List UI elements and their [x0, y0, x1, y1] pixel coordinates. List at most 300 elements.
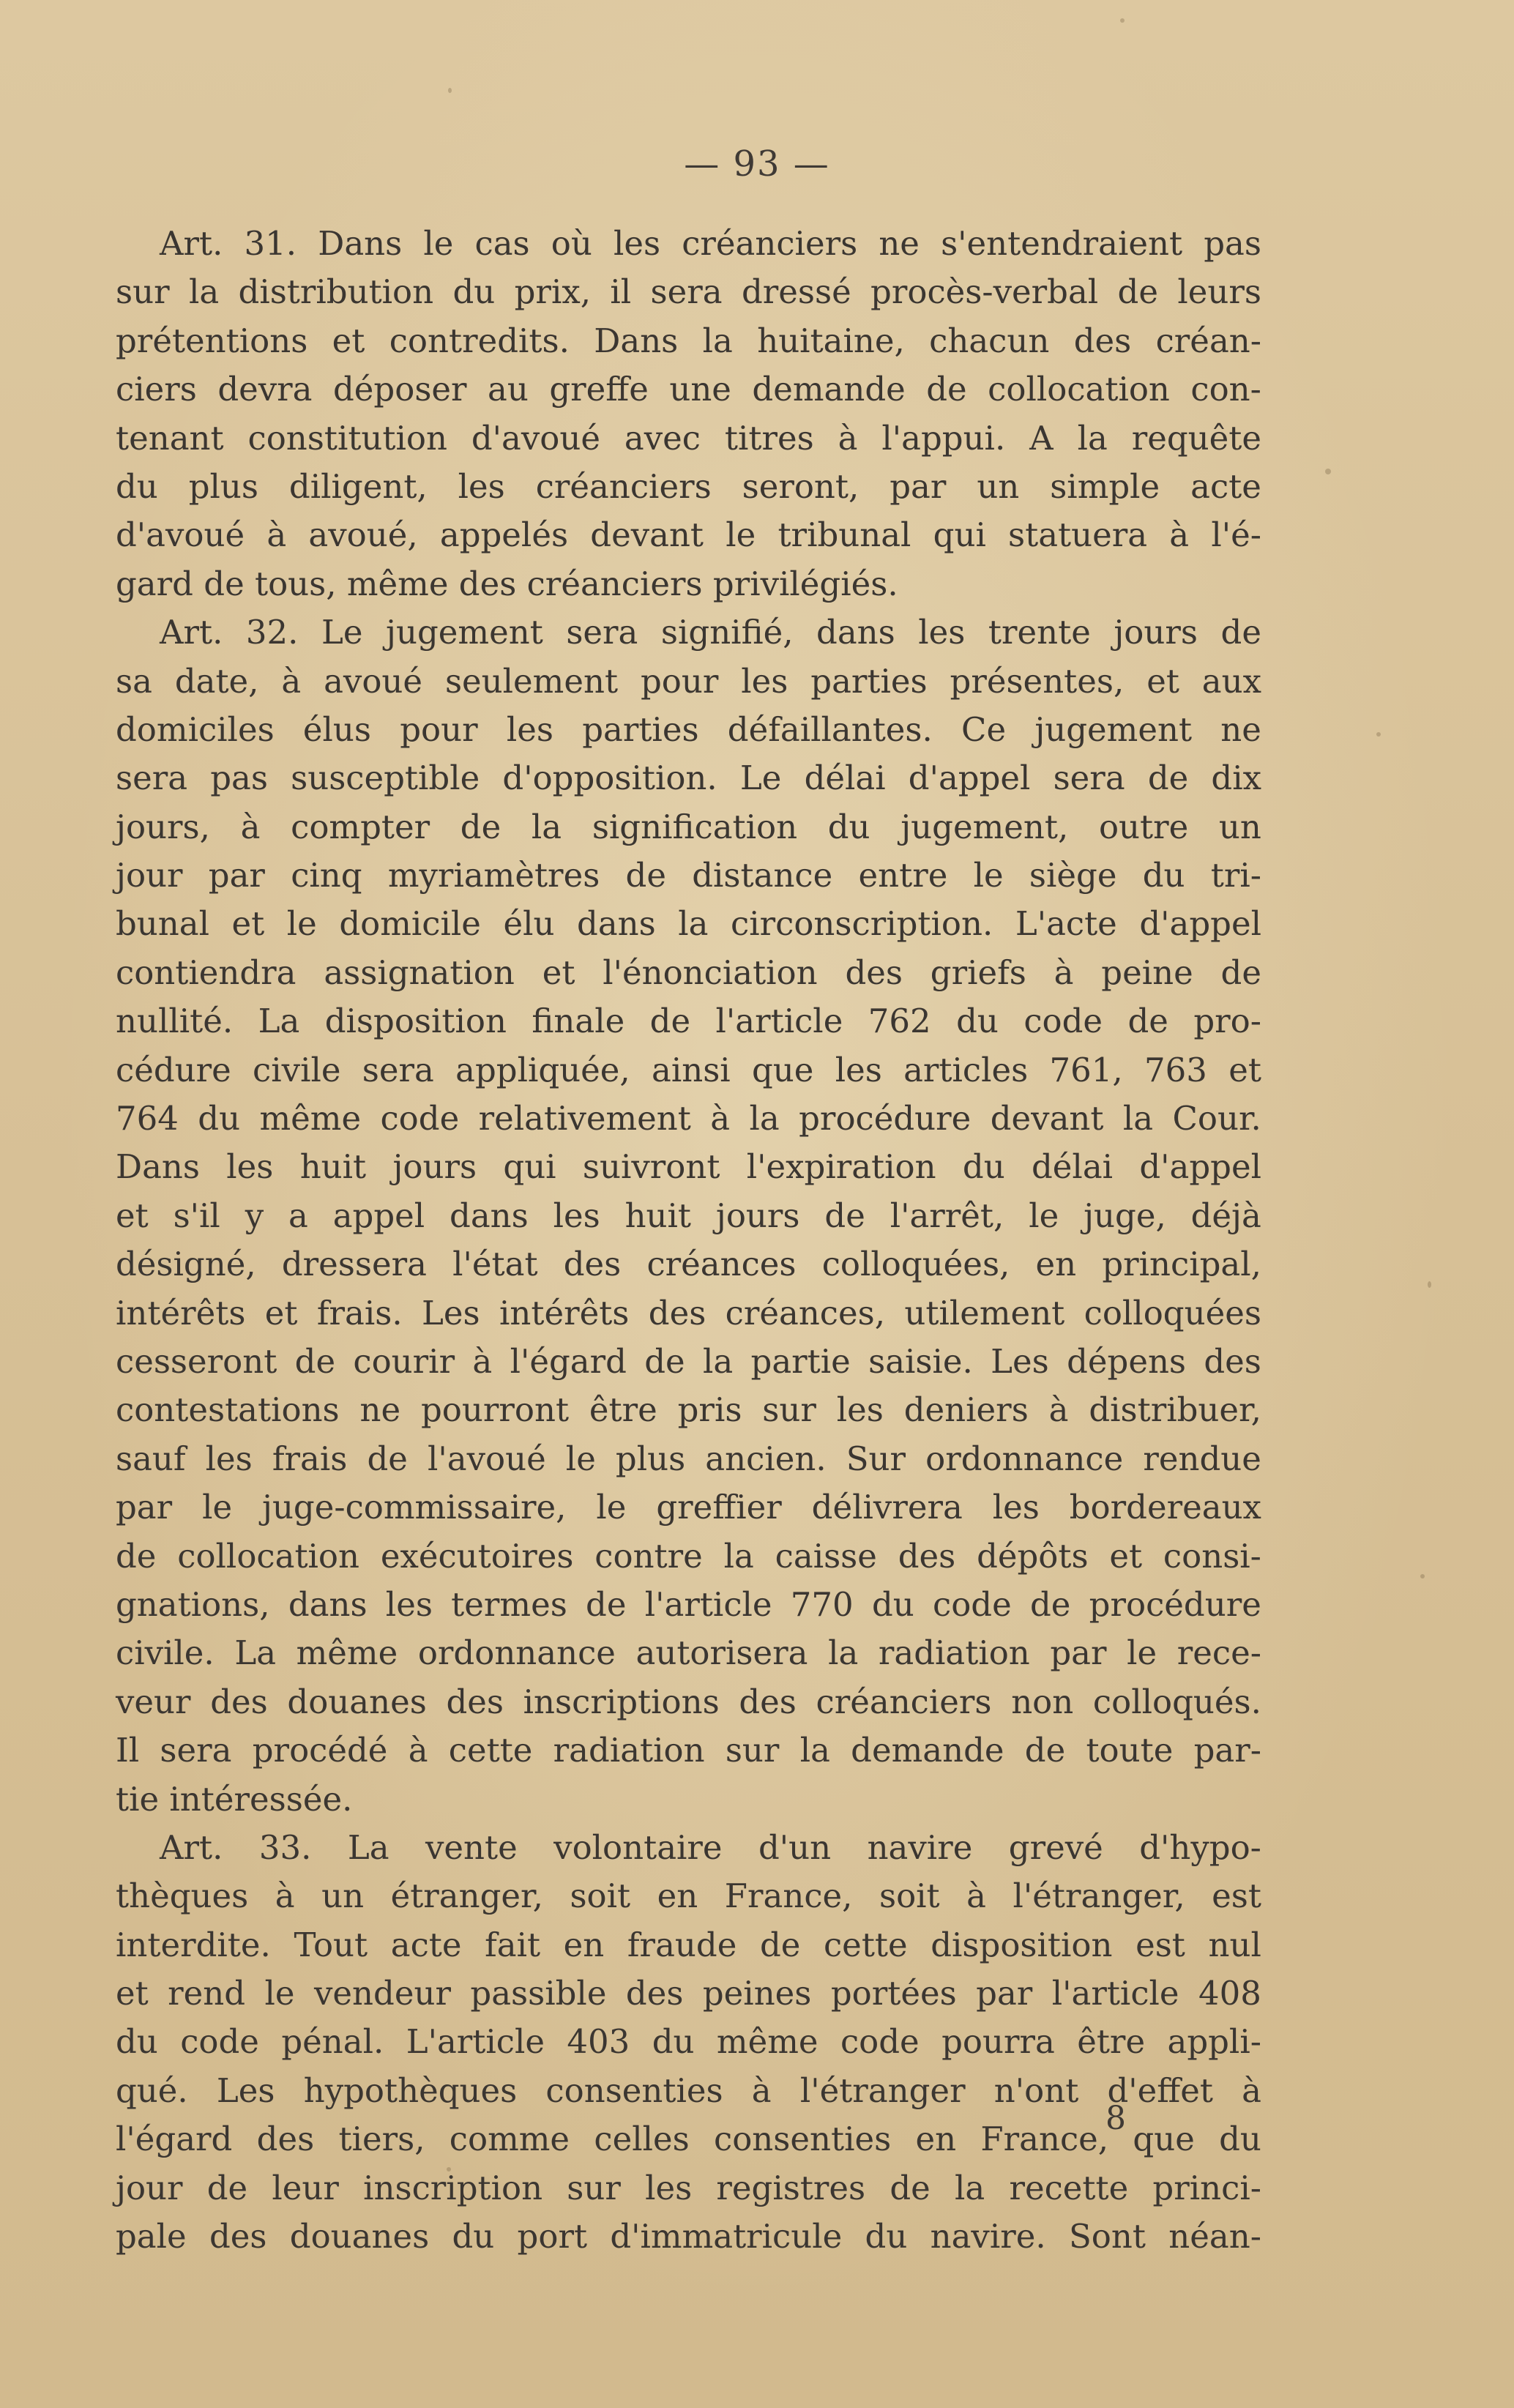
- word: Dans: [594, 321, 679, 360]
- word: un: [977, 466, 1020, 506]
- word: registres: [716, 2168, 866, 2207]
- word: sa: [116, 661, 152, 701]
- word: Art.: [160, 613, 223, 652]
- word: celles: [594, 2120, 690, 2159]
- word: par: [976, 1974, 1033, 2013]
- word: même: [259, 1099, 362, 1138]
- word: des: [210, 1682, 268, 1721]
- word: radiation: [553, 1731, 705, 1770]
- text-line: [116, 1338, 1261, 1386]
- word: les: [205, 1439, 253, 1478]
- word: ne: [1220, 709, 1261, 749]
- word: pas: [210, 758, 268, 798]
- word: pale: [116, 2217, 187, 2256]
- word: collocation: [988, 370, 1170, 409]
- word: France,: [980, 2120, 1109, 2159]
- text-line: [116, 2018, 1261, 2066]
- word: entre: [858, 856, 948, 895]
- word: qui: [503, 1147, 556, 1187]
- word: frais: [272, 1439, 348, 1478]
- word: néan-: [1168, 2217, 1261, 2256]
- word: code: [840, 2022, 920, 2062]
- word: plus: [188, 466, 258, 506]
- word: soit: [570, 1876, 631, 1916]
- word: rece-: [1176, 1633, 1261, 1673]
- word: de: [294, 1341, 336, 1381]
- word: à: [240, 807, 261, 846]
- word: appliquée,: [455, 1050, 630, 1089]
- word: radiation: [878, 1633, 1030, 1673]
- word: pro-: [1193, 1002, 1261, 1041]
- word: élu: [503, 904, 555, 944]
- text-line: [116, 463, 1261, 511]
- word: bunal: [116, 904, 209, 944]
- word: dressé: [741, 272, 851, 312]
- text-line: [116, 851, 1261, 900]
- word: pourront: [420, 1390, 570, 1430]
- word: du: [956, 1002, 999, 1041]
- word: l'article: [715, 1002, 843, 1041]
- word: du: [871, 1584, 914, 1624]
- text-line: [116, 268, 1261, 316]
- word: d'opposition.: [502, 758, 717, 798]
- word: de: [1024, 1731, 1066, 1770]
- text-line: [116, 1581, 1261, 1629]
- text-line: [116, 608, 1261, 657]
- word: gnations,: [116, 1584, 270, 1624]
- word: 32.: [245, 613, 299, 652]
- body-text: [116, 220, 1261, 2261]
- word: siège: [1029, 856, 1117, 895]
- word: l'état: [452, 1245, 538, 1284]
- word: avoué,: [308, 515, 418, 555]
- word: la: [1077, 418, 1108, 458]
- word: de: [367, 1439, 408, 1478]
- word: pris: [677, 1390, 742, 1430]
- word: par-: [1193, 1731, 1261, 1770]
- word: créanciers: [535, 466, 712, 506]
- word: les: [741, 661, 788, 701]
- word: procédé: [252, 1731, 388, 1770]
- word: compter: [291, 807, 430, 846]
- text-line: [116, 1143, 1261, 1191]
- word: du: [452, 272, 496, 312]
- word: d'avoué: [116, 515, 245, 555]
- word: et: [231, 904, 265, 944]
- word: à: [1054, 953, 1074, 992]
- word: du: [198, 1099, 241, 1138]
- word: être: [589, 1390, 657, 1430]
- word: veur: [116, 1682, 191, 1721]
- text-line: [116, 1629, 1261, 1677]
- word: défaillantes.: [727, 709, 933, 749]
- word: de: [1029, 1584, 1071, 1624]
- word: A: [1029, 418, 1054, 458]
- word: à: [751, 2070, 772, 2110]
- word: civile: [253, 1050, 341, 1089]
- word: en: [915, 2120, 957, 2159]
- word: inscription: [363, 2168, 543, 2207]
- word: cédure: [116, 1050, 231, 1089]
- word: Cour.: [1172, 1099, 1261, 1138]
- word: code: [1023, 1002, 1103, 1041]
- word: Ce: [961, 709, 1007, 749]
- word: même: [296, 1633, 398, 1673]
- word: l'énonciation: [603, 953, 818, 992]
- word: d'hypo-: [1139, 1827, 1261, 1867]
- word: et: [1146, 661, 1179, 701]
- word: dans: [816, 613, 895, 652]
- word: pourra: [941, 2022, 1055, 2062]
- text-line-content: tie intéressée.: [116, 1779, 353, 1819]
- word: volontaire: [553, 1827, 723, 1867]
- text-line: [116, 2115, 1261, 2163]
- word: le: [202, 1488, 233, 1527]
- word: autorisera: [635, 1633, 808, 1673]
- word: colloquées: [1084, 1293, 1261, 1332]
- word: 408: [1198, 1974, 1261, 2013]
- word: le: [596, 1488, 627, 1527]
- word: être: [1077, 2022, 1146, 2062]
- word: sera: [362, 1050, 434, 1089]
- word: des: [256, 2120, 315, 2159]
- word: Dans: [116, 1147, 200, 1187]
- word: le: [423, 224, 454, 263]
- word: dépens: [1067, 1341, 1187, 1381]
- word: partie: [750, 1341, 851, 1381]
- word: frais.: [316, 1293, 403, 1332]
- word: des: [898, 1536, 956, 1576]
- word: intérêts: [499, 1293, 630, 1332]
- word: 403: [567, 2022, 630, 2062]
- word: à: [1048, 1390, 1069, 1430]
- word: l'é-: [1211, 515, 1261, 555]
- word: et: [1109, 1536, 1143, 1576]
- word: parties: [582, 709, 699, 749]
- text-line: [116, 1824, 1261, 1872]
- signature-mark: 8: [1105, 2100, 1126, 2137]
- word: les: [918, 613, 966, 652]
- word: dans: [577, 904, 656, 944]
- word: signifié,: [660, 613, 794, 652]
- word: d'appel: [908, 758, 1031, 798]
- word: assignation: [324, 953, 515, 992]
- word: de: [644, 1341, 685, 1381]
- word: code: [380, 1099, 460, 1138]
- word: les: [992, 1488, 1040, 1527]
- word: 761,: [1049, 1050, 1123, 1089]
- word: douanes: [289, 2217, 430, 2256]
- word: la: [531, 807, 562, 846]
- word: recette: [1009, 2168, 1129, 2207]
- word: d'appel: [1139, 904, 1261, 944]
- word: à: [275, 1876, 295, 1916]
- word: du: [827, 807, 870, 846]
- text-line-content: gard de tous, même des créanciers privilégiés.: [116, 564, 898, 603]
- word: délivrera: [811, 1488, 963, 1527]
- word: aux: [1201, 661, 1261, 701]
- word: sera: [116, 758, 188, 798]
- word: le: [264, 1974, 295, 2013]
- word: 31.: [244, 224, 297, 263]
- word: jugement: [1034, 709, 1193, 749]
- word: hypothèques: [303, 2070, 518, 2110]
- word: simple: [1050, 466, 1160, 506]
- word: termes: [451, 1584, 567, 1624]
- word: Les: [422, 1293, 480, 1332]
- text-line: [116, 1095, 1261, 1143]
- word: tribunal: [777, 515, 911, 555]
- word: Dans: [318, 224, 403, 263]
- word: à: [710, 1099, 731, 1138]
- word: devant: [590, 515, 704, 555]
- word: y: [245, 1196, 264, 1235]
- text-line: [116, 1386, 1261, 1434]
- word: titres: [724, 418, 814, 458]
- word: à: [966, 1876, 987, 1916]
- text-line: [116, 997, 1261, 1045]
- word: tiers,: [338, 2120, 425, 2159]
- word: dix: [1211, 758, 1261, 798]
- word: nullité.: [116, 1002, 234, 1041]
- word: de: [1127, 1002, 1168, 1041]
- word: à: [472, 1341, 493, 1381]
- word: peines: [702, 1974, 812, 2013]
- word: de: [759, 1925, 801, 1964]
- word: appel: [332, 1196, 425, 1235]
- word: à: [838, 418, 858, 458]
- word: les: [553, 1196, 600, 1235]
- word: contredits.: [389, 321, 570, 360]
- word: sera: [650, 272, 723, 312]
- word: jour: [116, 2168, 183, 2207]
- word: de: [1220, 953, 1261, 992]
- word: de: [824, 1196, 865, 1235]
- word: chacun: [929, 321, 1050, 360]
- word: utilement: [904, 1293, 1065, 1332]
- word: Tout: [294, 1925, 368, 1964]
- word: jours: [392, 1147, 477, 1187]
- word: créan-: [1155, 321, 1261, 360]
- word: distance: [692, 856, 833, 895]
- text-line: [116, 803, 1261, 851]
- word: colloqués.: [1092, 1682, 1261, 1721]
- word: sur: [762, 1390, 816, 1430]
- word: il: [610, 272, 632, 312]
- word: où: [551, 224, 592, 263]
- word: de: [926, 370, 967, 409]
- word: l'arrêt,: [890, 1196, 1004, 1235]
- word: myriamètres: [387, 856, 600, 895]
- word: pénal.: [281, 2022, 384, 2062]
- word: vente: [425, 1827, 518, 1867]
- word: juge,: [1084, 1196, 1166, 1235]
- text-line: [116, 1532, 1261, 1581]
- word: dressera: [281, 1245, 427, 1284]
- word: dans: [450, 1196, 529, 1235]
- word: prétentions: [116, 321, 308, 360]
- word: des: [446, 1682, 504, 1721]
- word: Art.: [160, 1827, 223, 1867]
- word: La: [258, 1002, 300, 1041]
- word: en: [1035, 1245, 1077, 1284]
- word: un: [321, 1876, 365, 1916]
- word: diligent,: [288, 466, 428, 506]
- word: des: [1073, 321, 1132, 360]
- word: procédure: [799, 1099, 972, 1138]
- word: la: [749, 1099, 780, 1138]
- word: en: [657, 1876, 698, 1916]
- word: créanciers: [682, 224, 858, 263]
- word: les: [645, 2168, 693, 2207]
- paper-speck: [1120, 18, 1125, 23]
- word: les: [385, 1584, 433, 1624]
- word: des: [1204, 1341, 1261, 1381]
- word: ne: [359, 1390, 401, 1430]
- word: disposition: [931, 1925, 1113, 1964]
- word: par: [1050, 1633, 1107, 1673]
- word: cesseront: [116, 1341, 277, 1381]
- word: huit: [624, 1196, 692, 1235]
- word: du: [962, 1147, 1005, 1187]
- word: qui: [933, 515, 986, 555]
- text-line: [116, 560, 1261, 608]
- word: Les: [216, 2070, 275, 2110]
- text-line: [116, 1046, 1261, 1095]
- word: Sont: [1068, 2217, 1146, 2256]
- word: acte: [390, 1925, 462, 1964]
- word: du: [865, 2217, 908, 2256]
- word: le: [286, 904, 317, 944]
- word: articles: [903, 1050, 1029, 1089]
- word: disposition: [324, 1002, 507, 1041]
- word: rend: [168, 1974, 246, 2013]
- word: créances,: [725, 1293, 886, 1332]
- word: Art.: [160, 224, 223, 263]
- text-line: [116, 900, 1261, 948]
- word: délai: [1032, 1147, 1114, 1187]
- word: jours,: [116, 807, 210, 846]
- word: de: [890, 2168, 931, 2207]
- word: seulement: [444, 661, 619, 701]
- word: même: [716, 2022, 818, 2062]
- word: passible: [470, 1974, 607, 2013]
- text-line: [116, 1240, 1261, 1289]
- word: et: [264, 1293, 298, 1332]
- word: cette: [448, 1731, 533, 1770]
- word: code: [180, 2022, 259, 2062]
- word: de: [625, 856, 666, 895]
- text-line: [116, 2164, 1261, 2213]
- word: les: [613, 224, 661, 263]
- word: la: [723, 1536, 754, 1576]
- word: con-: [1190, 370, 1261, 409]
- word: les: [506, 709, 553, 749]
- word: inscriptions: [523, 1682, 720, 1721]
- text-line: [116, 2213, 1261, 2261]
- word: constitution: [247, 418, 447, 458]
- word: demande: [752, 370, 906, 409]
- text-line: [116, 706, 1261, 754]
- word: Le: [739, 758, 782, 798]
- word: contiendra: [116, 953, 297, 992]
- word: la: [799, 1731, 830, 1770]
- word: sauf: [116, 1439, 186, 1478]
- word: sera: [566, 613, 638, 652]
- word: domiciles: [116, 709, 275, 749]
- word: La: [234, 1633, 277, 1673]
- word: à: [281, 661, 302, 701]
- text-line: [116, 1726, 1261, 1775]
- word: prix,: [514, 272, 592, 312]
- word: port: [517, 2217, 588, 2256]
- word: de: [206, 2168, 248, 2207]
- word: du: [1142, 856, 1185, 895]
- word: l'expiration: [746, 1147, 936, 1187]
- word: ordonnance: [417, 1633, 616, 1673]
- word: de: [1147, 758, 1189, 798]
- page-number: — 93 —: [684, 143, 830, 184]
- word: de: [116, 1536, 157, 1576]
- word: à: [266, 515, 287, 555]
- word: élus: [302, 709, 372, 749]
- word: avec: [624, 418, 701, 458]
- word: ancien.: [705, 1439, 827, 1478]
- word: désigné,: [116, 1245, 256, 1284]
- word: deniers: [903, 1390, 1029, 1430]
- word: fait: [485, 1925, 541, 1964]
- word: demande: [851, 1731, 1004, 1770]
- word: créances: [646, 1245, 797, 1284]
- word: sera: [1053, 758, 1125, 798]
- word: jour: [116, 856, 183, 895]
- word: ciers: [116, 370, 197, 409]
- word: jours: [1114, 613, 1198, 652]
- word: leur: [272, 2168, 339, 2207]
- word: de: [586, 1584, 627, 1624]
- word: des: [648, 1293, 706, 1332]
- word: domicile: [339, 904, 481, 944]
- word: l'article: [1051, 1974, 1179, 2013]
- word: et: [332, 321, 365, 360]
- word: distribution: [238, 272, 434, 312]
- word: tri-: [1210, 856, 1261, 895]
- word: colloquées,: [821, 1245, 1010, 1284]
- word: plus: [615, 1439, 686, 1478]
- word: thèques: [116, 1876, 249, 1916]
- word: ainsi: [652, 1050, 731, 1089]
- word: peine: [1101, 953, 1193, 992]
- word: cette: [823, 1925, 908, 1964]
- word: le: [1029, 1196, 1059, 1235]
- word: la: [828, 1633, 859, 1673]
- word: le: [726, 515, 756, 555]
- word: les: [836, 1390, 884, 1430]
- word: l'étranger: [799, 2070, 966, 2110]
- word: et: [116, 1974, 149, 2013]
- word: cinq: [291, 856, 362, 895]
- word: de: [1117, 272, 1158, 312]
- word: consenties: [545, 2070, 723, 2110]
- paper-speck: [1376, 732, 1381, 737]
- word: ne: [879, 224, 920, 263]
- text-line: [116, 414, 1261, 463]
- word: portées: [830, 1974, 957, 2013]
- word: devant: [990, 1099, 1104, 1138]
- word: L'article: [406, 2022, 545, 2062]
- word: principal,: [1102, 1245, 1261, 1284]
- word: griefs: [930, 953, 1026, 992]
